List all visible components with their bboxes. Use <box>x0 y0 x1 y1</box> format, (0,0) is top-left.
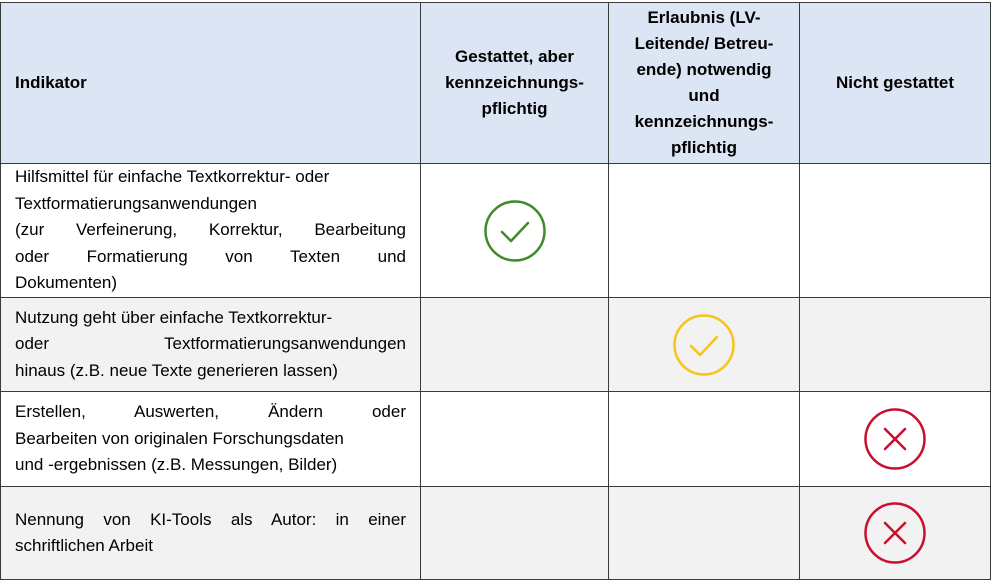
permission-cell <box>609 392 800 487</box>
indicator-line: schriftlichen Arbeit <box>15 536 153 555</box>
x-circle-icon <box>863 501 927 565</box>
indicator-line: Erstellen, Auswerten, Ändern oder <box>15 402 406 422</box>
indicator-line: oder Textformatierungsanwendungen <box>15 334 406 354</box>
check-circle-icon <box>483 199 547 263</box>
header-not-allowed: Nicht gestattet <box>800 3 991 164</box>
header-permission-line: kennzeichnungs- <box>634 112 774 131</box>
indicator-cell <box>1 487 421 580</box>
indicator-line: und -ergebnissen (z.B. Messungen, Bilder) <box>15 455 338 475</box>
permission-cell <box>609 487 800 580</box>
indicator-line: hinaus (z.B. neue Texte generieren lassen) <box>15 360 338 380</box>
table-row <box>1 298 991 392</box>
header-permission-required <box>609 3 800 164</box>
header-permission-line: ende) notwendig <box>636 60 772 79</box>
not-allowed-cell <box>800 164 991 298</box>
header-allowed-line: kennzeichnungs- <box>445 73 584 92</box>
allowed-cell <box>421 487 609 580</box>
check-circle-icon <box>672 313 736 377</box>
header-allowed-line: Gestattet, aber <box>454 47 575 66</box>
table-row <box>1 487 991 580</box>
indicator-line: Hilfsmittel für einfache Textkorrektur- oder <box>15 167 330 187</box>
header-permission-label <box>609 5 799 161</box>
indicator-line: Textformatierungsanwendungen <box>15 193 257 213</box>
indicator-line: oder Formatierung von Texten und <box>15 246 406 266</box>
header-allowed-line: pflichtig <box>481 99 548 118</box>
header-indicator: Indikator <box>1 3 421 164</box>
indicator-cell <box>1 298 421 392</box>
indicator-line: (zur Verfeinerung, Korrektur, Bearbeitung <box>15 220 406 240</box>
indicator-line: Bearbeiten von originalen Forschungsdaten <box>15 428 344 448</box>
permission-cell <box>609 298 800 392</box>
indicator-cell <box>1 164 421 298</box>
indicator-line: Nutzung geht über einfache Textkorrektur- <box>15 307 333 327</box>
x-circle-icon <box>863 407 927 471</box>
indicator-line: Nennung von KI-Tools als Autor: in einer <box>15 509 406 529</box>
allowed-cell <box>421 164 609 298</box>
allowed-cell <box>421 298 609 392</box>
header-permission-line: und <box>688 86 720 105</box>
not-allowed-cell <box>800 487 991 580</box>
header-row <box>1 3 991 164</box>
table-row <box>1 164 991 298</box>
header-permission-line: pflichtig <box>670 138 738 157</box>
allowed-cell <box>421 392 609 487</box>
indicator-cell <box>1 392 421 487</box>
indicator-line: Dokumenten) <box>15 273 118 293</box>
permission-cell <box>609 164 800 298</box>
header-permission-line: Erlaubnis (LV- <box>647 8 761 27</box>
ai-usage-rules-table <box>0 2 991 580</box>
header-allowed <box>421 3 609 164</box>
not-allowed-cell <box>800 392 991 487</box>
header-allowed-label <box>421 44 608 122</box>
table-row <box>1 392 991 487</box>
header-permission-line: Leitende/ Betreu- <box>634 34 774 53</box>
not-allowed-cell <box>800 298 991 392</box>
